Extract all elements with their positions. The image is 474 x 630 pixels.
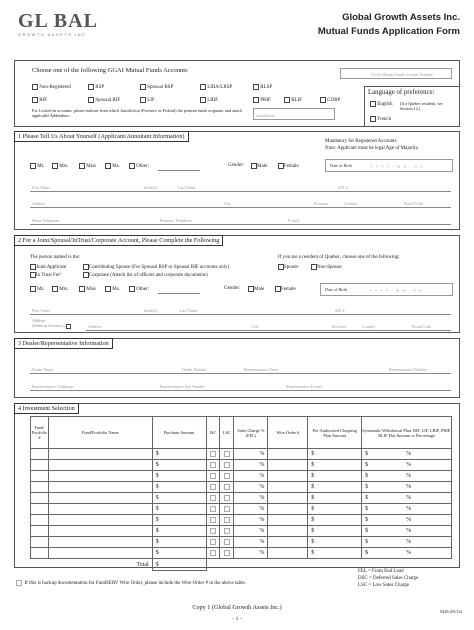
age-note: Note: Applicant must be legal Age of Majority. [325, 146, 420, 151]
dollar-sign: $ [155, 484, 159, 490]
isc-cell[interactable] [206, 482, 220, 493]
percent-sign: % [259, 539, 265, 545]
dollar-sign: $ [155, 539, 159, 545]
checkbox[interactable] [210, 451, 216, 457]
dollar-sign: $ [155, 550, 159, 556]
s2-contrib-spouse[interactable]: Contributing Spouse (For Spousal RSP or Spousal RIF accounts only) [83, 264, 229, 270]
s1-postal[interactable]: Postal Code [402, 195, 451, 208]
swp-cell[interactable] [362, 449, 452, 460]
pac-amount-cell[interactable] [308, 493, 362, 504]
section-2-title: 2 For a Joint/Spousal/InTrust/Corporate Account, Please Complete the Following [14, 235, 223, 246]
pac-amount-cell[interactable] [308, 449, 362, 460]
s1-title-other[interactable]: Other: [129, 163, 149, 169]
dollar-sign: $ [311, 495, 315, 501]
s2-title-mr[interactable]: Mr. [30, 286, 44, 292]
s1-dob-label: Date of Birth [330, 163, 353, 168]
s2-sin[interactable]: SIN # [333, 302, 451, 315]
percent-sign: % [406, 517, 412, 523]
dollar-sign: $ [155, 528, 159, 534]
pac-amount-cell[interactable] [308, 482, 362, 493]
s2-postal[interactable]: Postal Code [410, 318, 451, 331]
language-title: Language of preference: [368, 89, 435, 96]
fund-name-cell[interactable] [48, 526, 152, 537]
s2-gender-label: Gender: [224, 286, 241, 291]
wire-order-cell[interactable] [268, 471, 308, 482]
s2-initials[interactable]: Initial(s) [142, 302, 178, 315]
isc-cell[interactable] [206, 449, 220, 460]
col-fund-number: Fund/ Portfolio # [31, 417, 49, 449]
fund-number-cell[interactable] [31, 515, 49, 526]
logo-text: GL BAL [18, 10, 98, 32]
s1-other-line[interactable] [158, 170, 200, 171]
s1-country[interactable]: Country [342, 195, 402, 208]
dollar-sign: $ [311, 462, 315, 468]
dollar-sign: $ [365, 517, 369, 523]
s2-gender-male[interactable]: Male [248, 286, 264, 292]
dealer-number[interactable]: Dealer Number [180, 361, 242, 374]
swp-cell[interactable] [362, 548, 452, 559]
dollar-sign: $ [155, 462, 159, 468]
rep-fax[interactable]: Representative Fax Number [158, 378, 284, 391]
account-rsp[interactable]: RSP [88, 84, 104, 90]
fund-number-cell[interactable] [31, 471, 49, 482]
named-is: The person named is the: [30, 255, 81, 260]
swp-cell[interactable] [362, 482, 452, 493]
investment-row [31, 482, 452, 493]
col-purchase-amount: Purchase Amount [152, 417, 206, 449]
legend-fel: FEL = From End Load [358, 569, 404, 574]
s2-title-other[interactable]: Other: [129, 286, 149, 292]
dollar-sign: $ [311, 451, 315, 457]
checkbox[interactable] [210, 528, 216, 534]
account-corp[interactable]: CORP [320, 97, 340, 103]
locked-in-note: For Locked-in accounts, please indicate from which Jurisdiction (Province or Federal) the pension funds originate, and attach applicable Addendum. [32, 108, 243, 119]
s2-dob-field[interactable] [320, 283, 453, 296]
purchase-amount-cell[interactable] [152, 449, 206, 460]
isc-cell[interactable] [206, 537, 220, 548]
s2-intrust[interactable]: In Trust For¹ [30, 272, 61, 278]
dollar-sign: $ [365, 473, 369, 479]
dollar-sign: $ [311, 506, 315, 512]
lsc-cell[interactable] [220, 471, 234, 482]
wire-order-cell[interactable] [268, 482, 308, 493]
sales-charge-cell[interactable] [234, 526, 268, 537]
dollar-sign: $ [311, 473, 315, 479]
wire-order-cell[interactable] [268, 537, 308, 548]
lsc-cell[interactable] [220, 515, 234, 526]
fund-number-cell[interactable] [31, 482, 49, 493]
pac-amount-cell[interactable] [308, 526, 362, 537]
s1-title-mr[interactable]: Mr. [30, 163, 44, 169]
s1-gender-label: Gender: [228, 163, 245, 168]
s2-spouse[interactable]: Spouse [278, 264, 298, 270]
percent-sign: % [406, 528, 412, 534]
legend-dsc: DSC = Deferred Sales Charge [358, 575, 419, 581]
copy-note: Copy 1 (Global Growth Assets Inc.) [192, 604, 282, 611]
isc-cell[interactable] [206, 504, 220, 515]
lsc-cell[interactable] [220, 504, 234, 515]
dollar-sign: $ [155, 495, 159, 501]
percent-sign: % [259, 462, 265, 468]
isc-cell[interactable] [206, 515, 220, 526]
fund-number-cell[interactable] [31, 548, 49, 559]
language-french[interactable]: French [370, 116, 391, 122]
percent-sign: % [406, 462, 412, 468]
rep-number[interactable]: Representative Number [387, 361, 451, 374]
investment-row [31, 493, 452, 504]
purchase-amount-cell[interactable] [152, 471, 206, 482]
account-spousal-rif[interactable]: Spousal RIF [88, 97, 120, 103]
s2-address-same[interactable]: (Same as Section 1) [32, 323, 71, 329]
checkbox[interactable] [224, 484, 230, 490]
isc-cell[interactable] [206, 493, 220, 504]
dollar-sign: $ [311, 484, 315, 490]
sales-charge-cell[interactable] [234, 504, 268, 515]
checkbox[interactable] [210, 484, 216, 490]
swp-cell[interactable] [362, 471, 452, 482]
s1-address[interactable]: Address [30, 195, 222, 208]
percent-sign: % [259, 528, 265, 534]
fund-number-cell[interactable] [31, 460, 49, 471]
s2-city[interactable]: City [250, 318, 330, 331]
fund-number-cell[interactable] [31, 449, 49, 460]
sales-charge-cell[interactable] [234, 460, 268, 471]
s1-province[interactable]: Province [312, 195, 342, 208]
checkbox[interactable] [210, 539, 216, 545]
col-isc: ISC [206, 417, 220, 449]
percent-sign: % [259, 550, 265, 556]
lsc-cell[interactable] [220, 460, 234, 471]
investment-row [31, 504, 452, 515]
percent-sign: % [406, 539, 412, 545]
dollar-sign: $ [155, 451, 159, 457]
purchase-amount-cell[interactable] [152, 537, 206, 548]
wire-order-cell[interactable] [268, 504, 308, 515]
wire-order-cell[interactable] [268, 526, 308, 537]
wire-order-cell[interactable] [268, 493, 308, 504]
account-spousal-rsp[interactable]: Spousal RSP [140, 84, 173, 90]
pac-amount-cell[interactable] [308, 504, 362, 515]
s1-title-mrs[interactable]: Mrs. [52, 163, 69, 169]
legend-lsc: LSC = Low Sales Charge [358, 582, 410, 588]
s2-title-ms[interactable]: Ms. [105, 286, 120, 292]
lsc-cell[interactable] [220, 493, 234, 504]
rep-telephone[interactable]: Representative Telephone [30, 378, 158, 391]
s2-address-label: Address (Same as Section 1) [32, 318, 71, 329]
dollar-sign: $ [311, 517, 315, 523]
s1-home-tel[interactable]: Home Telephone [30, 212, 158, 225]
checkbox[interactable] [210, 506, 216, 512]
rep-email[interactable]: Representative E-mail [284, 378, 451, 391]
col-lsc: LSC [220, 417, 234, 449]
swp-cell[interactable] [362, 537, 452, 548]
pac-amount-cell[interactable] [308, 548, 362, 559]
purchase-amount-cell[interactable] [152, 482, 206, 493]
percent-sign: % [406, 550, 412, 556]
s1-gender-male[interactable]: Male [251, 163, 267, 169]
isc-cell[interactable] [206, 460, 220, 471]
s1-bus-tel[interactable]: Business Telephone [158, 212, 286, 225]
percent-sign: % [259, 506, 265, 512]
s2-joint[interactable]: Joint Applicant [30, 264, 66, 270]
account-lira[interactable]: LIRA/LRSP [200, 84, 232, 90]
lsc-cell[interactable] [220, 526, 234, 537]
dollar-sign: $ [155, 517, 159, 523]
logo [18, 10, 98, 37]
dollar-sign: $ [365, 550, 369, 556]
fund-name-cell[interactable] [48, 537, 152, 548]
company-name: Global Growth Assets Inc. [342, 12, 460, 23]
total-amount-cell[interactable] [152, 559, 206, 571]
fund-number-cell[interactable] [31, 504, 49, 515]
percent-sign: % [406, 484, 412, 490]
fund-name-cell[interactable] [48, 493, 152, 504]
checkbox[interactable] [224, 539, 230, 545]
rep-name[interactable]: Representative Name [242, 361, 387, 374]
sales-charge-cell[interactable] [234, 548, 268, 559]
s2-non-spouse[interactable]: Non-Spouse [311, 264, 342, 270]
s2-dob-format: Y Y Y Y / M M / D D [369, 288, 423, 293]
dollar-sign: $ [155, 506, 159, 512]
sales-charge-cell[interactable] [234, 471, 268, 482]
investment-row [31, 449, 452, 460]
s1-city[interactable]: City [222, 195, 312, 208]
s1-sin[interactable]: SIN # [336, 179, 451, 192]
purchase-amount-cell[interactable] [152, 460, 206, 471]
wire-order-cell[interactable] [268, 460, 308, 471]
swp-cell[interactable] [362, 515, 452, 526]
sales-charge-cell[interactable] [234, 537, 268, 548]
page-number: - 1 - [232, 616, 242, 622]
s1-initials[interactable]: Initial(s) [142, 179, 176, 192]
purchase-amount-cell[interactable] [152, 504, 206, 515]
lsc-cell[interactable] [220, 548, 234, 559]
pac-amount-cell[interactable] [308, 537, 362, 548]
s2-corporate[interactable]: Corporate (Attach list of officers and corporate documents) [83, 272, 208, 278]
dollar-sign: $ [365, 495, 369, 501]
purchase-amount-cell[interactable] [152, 493, 206, 504]
fund-name-cell[interactable] [48, 515, 152, 526]
col-sales-charge: Sales Charge % (FEL) [234, 417, 268, 449]
section-3-title: 3 Dealer/Representative Information [14, 338, 113, 349]
s2-title-miss[interactable]: Miss [79, 286, 96, 292]
percent-sign: % [259, 451, 265, 457]
percent-sign: % [259, 484, 265, 490]
checkbox[interactable] [210, 495, 216, 501]
swp-cell[interactable] [362, 493, 452, 504]
percent-sign: % [406, 473, 412, 479]
investment-row [31, 548, 452, 559]
s1-email[interactable]: E-mail [286, 212, 451, 225]
total-label: Total [136, 561, 149, 568]
account-rlsp[interactable]: RLSP [253, 84, 272, 90]
swp-cell[interactable] [362, 504, 452, 515]
isc-cell[interactable] [206, 471, 220, 482]
dollar-sign: $ [365, 506, 369, 512]
dollar-sign: $ [311, 528, 315, 534]
fund-name-cell[interactable] [48, 504, 152, 515]
account-nonreg[interactable]: Non-Registered [32, 84, 71, 90]
investment-table [30, 416, 452, 571]
s2-gender-female[interactable]: Female [275, 286, 296, 292]
checkbox[interactable] [210, 462, 216, 468]
percent-sign: % [259, 473, 265, 479]
sales-charge-cell[interactable] [234, 515, 268, 526]
investment-row [31, 471, 452, 482]
checkbox[interactable] [224, 473, 230, 479]
form-code: 0426 (05/14) [440, 609, 462, 614]
investment-row [31, 515, 452, 526]
choose-text: Choose one of the following GGAI Mutual Funds Accounts [32, 67, 188, 74]
col-pac-amount: Pre-Authorized Chequing Plan Amount [308, 417, 362, 449]
dealer-name[interactable]: Dealer Name [30, 361, 180, 374]
wire-order-cell[interactable] [268, 548, 308, 559]
isc-cell[interactable] [206, 526, 220, 537]
mandatory-note: Mandatory for Registered Accounts [325, 139, 397, 144]
account-number-field[interactable]: GGAI Mutual Funds Account Number [340, 68, 452, 79]
logo-sub: GROWTH ASSETS INC [18, 32, 87, 37]
dollar-sign: $ [365, 462, 369, 468]
s2-first-name[interactable]: First Name [30, 302, 142, 315]
percent-sign: % [406, 451, 412, 457]
dollar-sign: $ [365, 528, 369, 534]
s2-title-mrs[interactable]: Mrs. [52, 286, 69, 292]
s1-first-name[interactable]: First Name [30, 179, 142, 192]
fund-name-cell[interactable] [48, 471, 152, 482]
fund-number-cell[interactable] [31, 537, 49, 548]
sales-charge-cell[interactable] [234, 482, 268, 493]
jurisdiction-field[interactable]: Jurisdiction [253, 108, 335, 120]
checkbox[interactable] [210, 550, 216, 556]
pac-amount-cell[interactable] [308, 460, 362, 471]
dollar-sign: $ [311, 550, 315, 556]
form-title: Mutual Funds Application Form [317, 26, 460, 37]
checkbox[interactable] [224, 528, 230, 534]
s1-dob-field[interactable] [325, 159, 453, 172]
s1-gender-female[interactable]: Female [278, 163, 299, 169]
quebec-note: If you are a resident of Quebec, choose one of the following: [278, 255, 400, 260]
dollar-sign: $ [155, 561, 159, 568]
percent-sign: % [406, 506, 412, 512]
checkbox[interactable] [224, 451, 230, 457]
lsc-cell[interactable] [220, 449, 234, 460]
s1-last-name[interactable]: Last Name [176, 179, 336, 192]
pac-amount-cell[interactable] [308, 515, 362, 526]
s2-dob-label: Date of Birth [325, 287, 348, 292]
purchase-amount-cell[interactable] [152, 526, 206, 537]
dollar-sign: $ [365, 539, 369, 545]
checkbox[interactable] [210, 517, 216, 523]
lsc-cell[interactable] [220, 537, 234, 548]
account-rif[interactable]: RIF [32, 97, 47, 103]
wire-order-cell[interactable] [268, 449, 308, 460]
col-wire-order: Wire Order # [268, 417, 308, 449]
percent-sign: % [406, 495, 412, 501]
col-fund-name: Fund/Portfolio Name [48, 417, 152, 449]
fund-name-cell[interactable] [48, 548, 152, 559]
account-prif[interactable]: PRIF [253, 97, 271, 103]
col-swp: Systematic Withdrawal Plan, RIF, LIF, LRIF, PRIF, RLIF Flat Amount or Percentage [362, 417, 452, 449]
s1-dob-format: Y Y Y Y / M M / D D [370, 164, 424, 169]
s1-title-ms[interactable]: Ms. [105, 163, 120, 169]
percent-sign: % [259, 517, 265, 523]
s2-address[interactable]: Address [86, 318, 250, 331]
percent-sign: % [259, 495, 265, 501]
purchase-amount-cell[interactable] [152, 548, 206, 559]
fund-name-cell[interactable] [48, 449, 152, 460]
checkbox[interactable] [224, 495, 230, 501]
s2-last-name[interactable]: Last Name [178, 302, 333, 315]
investment-row [31, 526, 452, 537]
isc-cell[interactable] [206, 548, 220, 559]
wire-order-cell[interactable] [268, 515, 308, 526]
checkbox[interactable] [224, 550, 230, 556]
s2-province[interactable]: Province [330, 318, 360, 331]
checkbox[interactable] [224, 462, 230, 468]
english-note: (If a Quebec resident, see Section 12.) [400, 101, 443, 112]
swp-cell[interactable] [362, 460, 452, 471]
s2-other-line[interactable] [158, 293, 200, 294]
purchase-amount-cell[interactable] [152, 515, 206, 526]
account-lrif[interactable]: LRIF [200, 97, 218, 103]
sales-charge-cell[interactable] [234, 493, 268, 504]
dollar-sign: $ [365, 451, 369, 457]
checkbox[interactable] [224, 506, 230, 512]
fund-number-cell[interactable] [31, 493, 49, 504]
s2-country[interactable]: Country [360, 318, 410, 331]
account-rlif[interactable]: RLIF [284, 97, 302, 103]
fund-number-cell[interactable] [31, 526, 49, 537]
fund-name-cell[interactable] [48, 482, 152, 493]
lsc-cell[interactable] [220, 482, 234, 493]
checkbox[interactable] [224, 517, 230, 523]
s1-title-miss[interactable]: Miss [79, 163, 96, 169]
investment-row [31, 460, 452, 471]
load-legend [358, 569, 418, 589]
account-lif[interactable]: LIF [140, 97, 155, 103]
dollar-sign: $ [365, 484, 369, 490]
investment-row [31, 537, 452, 548]
checkbox[interactable] [210, 473, 216, 479]
language-english[interactable]: English [370, 101, 393, 107]
pac-amount-cell[interactable] [308, 471, 362, 482]
sales-charge-cell[interactable] [234, 449, 268, 460]
fund-name-cell[interactable] [48, 460, 152, 471]
dollar-sign: $ [311, 539, 315, 545]
section-1-title: 1 Please Tell Us About Yourself (Applicant/Annuitant Information) [14, 131, 189, 142]
dollar-sign: $ [155, 473, 159, 479]
section-4-title: 4 Investment Selection [14, 403, 79, 414]
backup-note[interactable]: If this is backup documentation for FundSERV Wire Order, please include the Wire Order # in the above table. [16, 580, 246, 586]
swp-cell[interactable] [362, 526, 452, 537]
